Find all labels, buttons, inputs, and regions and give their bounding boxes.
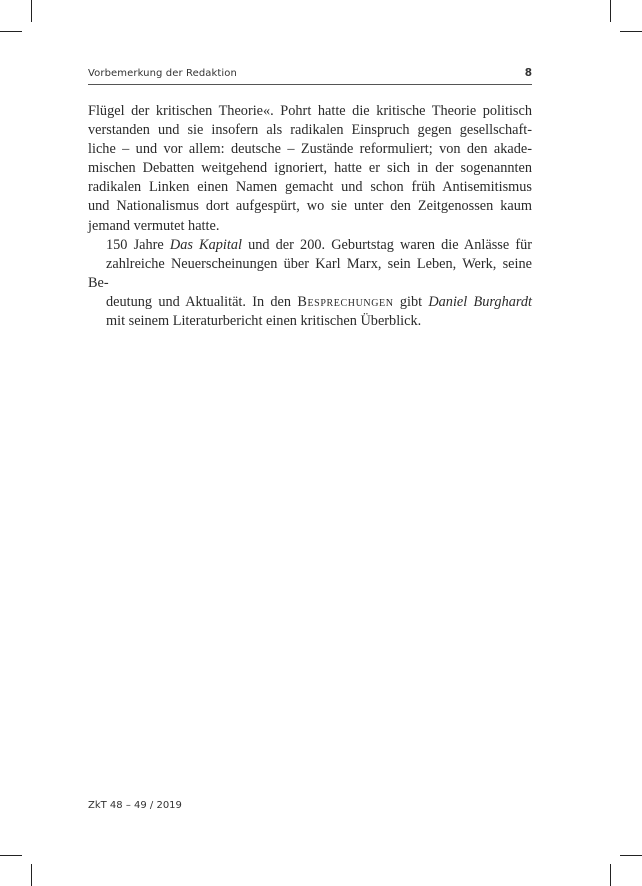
- paragraph-2-line-3: [88, 293, 532, 312]
- crop-mark-top-right-v: [610, 0, 611, 22]
- running-title: Vorbemerkung der Redaktion: [88, 68, 237, 79]
- paragraph-2-line-4: mit seinem Literaturbericht einen kritischen Überblick.: [106, 313, 422, 330]
- page-number: 8: [524, 67, 532, 79]
- paragraph-2-line-2: zahlreiche Neuerscheinungen über Karl Marx, sein Leben, Werk, seine Be-: [88, 255, 532, 291]
- paragraph-2-line-1: [88, 236, 532, 255]
- journal-footer: ZkT 48 – 49 / 2019: [88, 800, 182, 811]
- paragraph-1-line: Flügel der kritischen Theorie«. Pohrt hatte die kritische Theorie politisch: [88, 103, 532, 119]
- crop-mark-top-right-h: [620, 31, 642, 32]
- paragraph-1-line: und Nationalismus dort aufgespürt, wo sie unter den Zeitgenossen kaum: [88, 198, 532, 215]
- book-title-das-kapital: Das Kapital: [169, 236, 242, 253]
- paragraph-1-line: jemand vermutet hatte.: [88, 217, 220, 234]
- crop-mark-top-left-v: [31, 0, 32, 22]
- author-name: Daniel Burghardt: [428, 293, 533, 310]
- paragraph-1-line: verstanden und sie insofern als radikalen Einspruch gegen gesellschaft-: [88, 122, 532, 139]
- crop-mark-top-left-h: [0, 31, 22, 32]
- crop-mark-bottom-right-v: [610, 864, 611, 886]
- crop-mark-bottom-left-h: [0, 855, 22, 856]
- text-run: deutung und Aktualität. In den: [106, 293, 298, 310]
- paragraph-2: [88, 236, 532, 331]
- paragraph-1-line: mischen Debatten weitgehend ignoriert, hatte er sich in der sogenannten: [88, 160, 532, 177]
- text-run: gibt: [393, 293, 429, 310]
- crop-mark-bottom-right-h: [620, 855, 642, 856]
- paragraph-1: [88, 102, 532, 236]
- paragraph-1-line: liche – und vor allem: deutsche – Zustände reformuliert; von den akade-: [88, 141, 532, 158]
- running-head: [88, 66, 532, 85]
- crop-mark-bottom-left-v: [31, 864, 32, 886]
- section-name-besprechungen: Besprechungen: [297, 293, 394, 310]
- body-text: [88, 102, 532, 331]
- text-run: 150 Jahre: [106, 236, 170, 253]
- paragraph-1-line: radikalen Linken einen Namen gemacht und schon früh Antisemitismus: [88, 179, 532, 196]
- text-run: und der 200. Geburtstag waren die Anlässe für: [241, 236, 532, 253]
